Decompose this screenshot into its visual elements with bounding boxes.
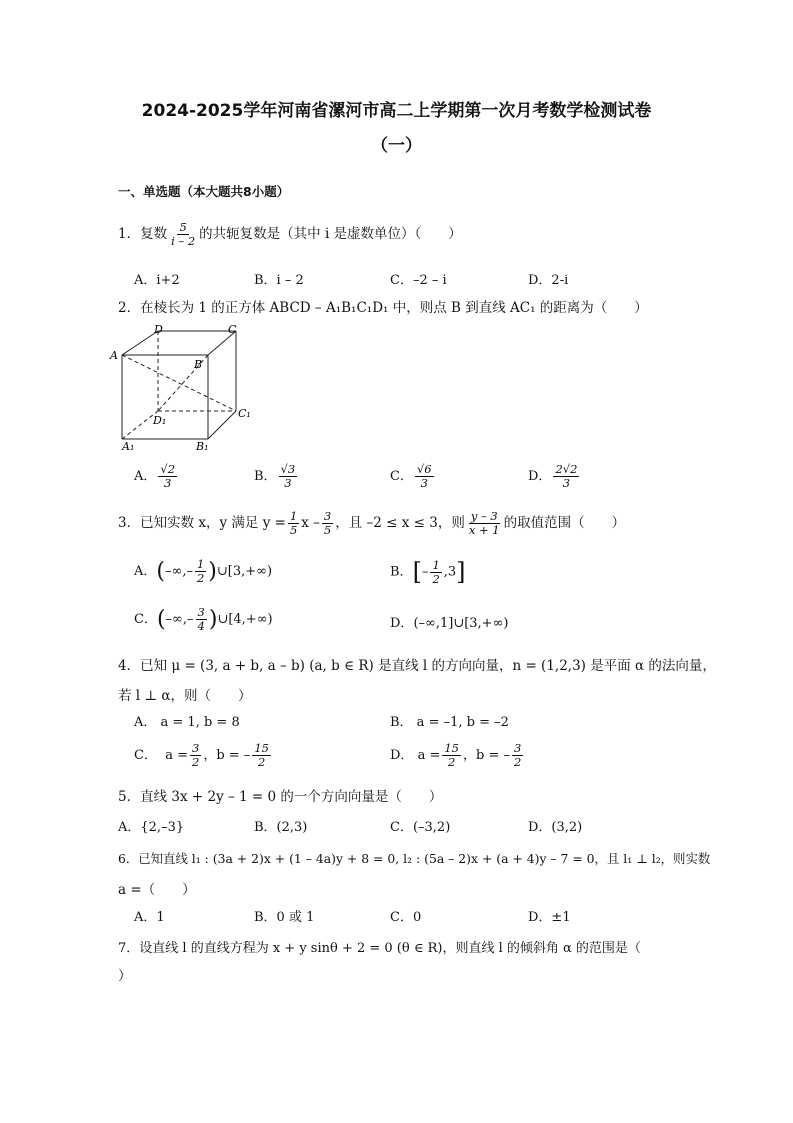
q6-option-d: D．±1	[528, 910, 571, 925]
question-7-line1: 7．设直线 l 的直线方程为 x + y sinθ + 2 = 0 (θ ∈ R)，则直线 l 的倾斜角 α 的范围是（	[118, 941, 641, 956]
q5-option-c: C．(–3,2)	[390, 820, 451, 835]
question-2: 2．在棱长为 1 的正方体 ABCD – A₁B₁C₁D₁ 中，则点 B 到直线 AC₁ 的距离为（ ）	[118, 300, 648, 316]
question-6-line1: 6．已知直线 l₁ : (3a + 2)x + (1 – 4a)y + 8 = 0, l₂ : (5a – 2)x + (a + 4)y – 7 = 0，且 l₁ ⊥ l₂，则实数	[118, 851, 711, 866]
label-b: B	[194, 358, 203, 371]
q3-option-b: B．[– $\frac{1}{2}$ ,3]	[390, 557, 466, 586]
q6-option-b: B．0 或 1	[254, 910, 315, 925]
q5-option-a: A．{2,–3}	[118, 820, 185, 835]
q2-option-c: C． $\frac{√6}{3}$	[390, 462, 432, 490]
label-b1: B₁	[196, 440, 209, 452]
section-header: 一、单选题（本大题共8小题）	[118, 184, 290, 199]
label-a1: A₁	[122, 440, 135, 452]
label-d1: D₁	[153, 414, 167, 427]
diagonal-ac1	[122, 355, 236, 411]
cube-figure	[108, 322, 268, 452]
q3-option-d: D．(–∞,1]∪[3,+∞)	[390, 616, 509, 631]
label-c1: C₁	[238, 407, 251, 420]
edge-ad	[122, 331, 158, 355]
q2-option-a: A． $\frac{√2}{3}$	[134, 462, 176, 490]
q2-option-d: D． $\frac{2√2}{3}$	[528, 462, 578, 490]
document-title: 2024-2025学年河南省漯河市高二上学期第一次月考数学检测试卷	[141, 101, 652, 121]
question-4-line2: 若 l ⊥ α，则（ ）	[118, 688, 252, 704]
q4-option-d: D． a = $\frac{15}{2}$ ，b = – $\frac{3}{2}$	[390, 741, 522, 769]
question-4-line1: 4．已知 μ = (3, a + b, a – b) (a, b ∈ R) 是直线 l 的方向向量，n = (1,2,3) 是平面 α 的法向量，	[118, 658, 716, 674]
edge-b1c1	[208, 411, 236, 439]
q4-option-c: C． a = $\frac{3}{2}$ ，b = – $\frac{15}{2}$	[134, 741, 269, 769]
q1-option-c: C．–2 – i	[390, 273, 447, 288]
q1-option-d: D．2-i	[528, 273, 569, 288]
q4-option-b: B． a = –1, b = –2	[390, 715, 509, 730]
document-subtitle: （一）	[371, 136, 422, 156]
q1-suffix: 的共轭复数是（其中 i 是虚数单位）（ ）	[199, 226, 462, 242]
q3-option-a: A．(–∞,– $\frac{1}{2}$ )∪[3,+∞)	[134, 557, 273, 585]
q6-option-c: C．0	[390, 910, 422, 925]
label-c: C	[228, 323, 237, 336]
q6-option-a: A．1	[134, 910, 165, 925]
question-5: 5．直线 3x + 2y – 1 = 0 的一个方向向量是（ ）	[118, 789, 443, 805]
question-6-line2: a =（ ）	[118, 882, 196, 898]
q1-fraction: $\frac{5}{i - 2}$	[171, 220, 196, 248]
q5-option-d: D．(3,2)	[528, 820, 583, 835]
question-7-line2: ）	[118, 968, 132, 984]
question-1	[118, 221, 462, 248]
q3-option-c: C．(–∞,– $\frac{3}{4}$ )∪[4,+∞)	[134, 605, 273, 633]
label-a: A	[110, 349, 118, 362]
q5-option-b: B．(2,3)	[254, 820, 308, 835]
q1-prefix: 1．复数	[118, 226, 168, 242]
question-3: 3．已知实数 x，y 满足 y = $\frac{1}{5}$ x – $\frac{3}{5}$ ，且 –2 ≤ x ≤ 3，则 $\frac{y - 3}{x + 1}$ 的取值范围（ ）	[118, 509, 626, 537]
q4-option-a: A． a = 1, b = 8	[134, 715, 240, 730]
label-d: D	[154, 323, 163, 336]
q2-option-b: B． $\frac{√3}{3}$	[254, 462, 296, 490]
q1-option-a: A．i+2	[134, 273, 180, 288]
q1-option-b: B．i – 2	[254, 273, 304, 288]
